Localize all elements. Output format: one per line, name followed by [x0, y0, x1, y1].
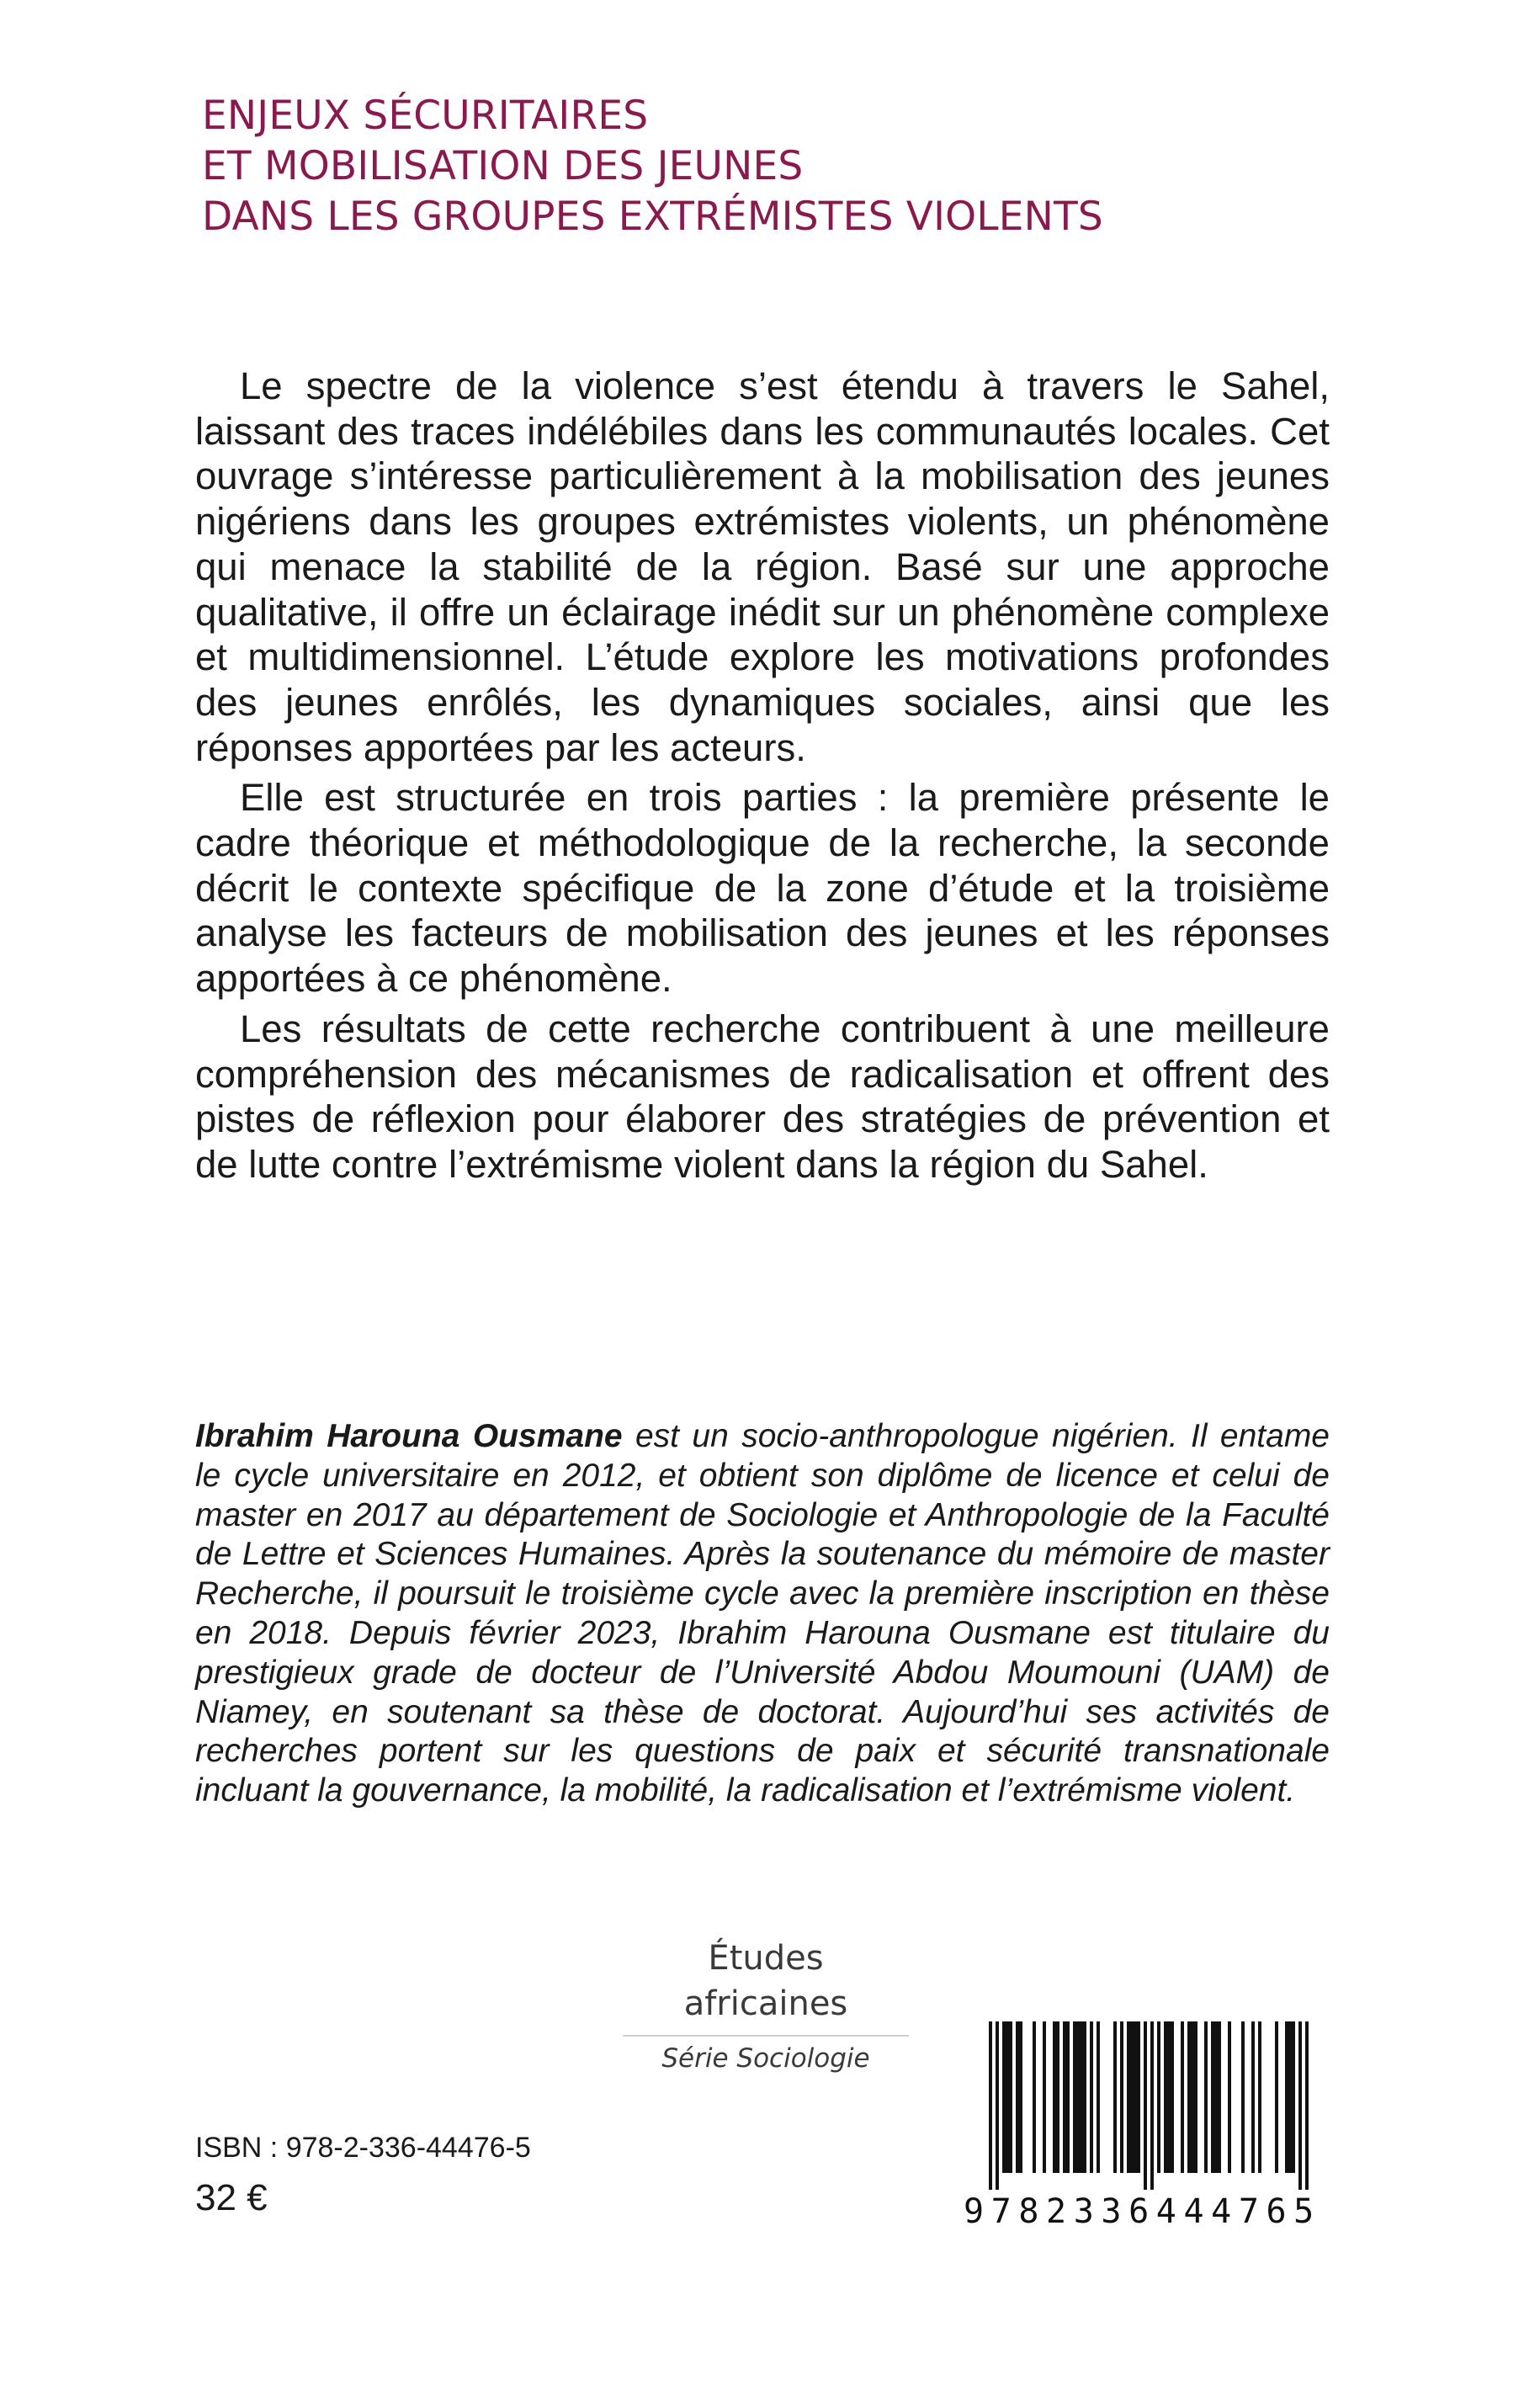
title-line: ENJEUX SÉCURITAIRES	[202, 93, 649, 139]
synopsis-paragraph: Le spectre de la violence s’est étendu à travers le Sahel, laissant des traces indélébiles dans les communautés locales. Cet ouvrage s’intéresse particulièrement à la mobilisation des jeunes nigériens dans les groupes extrémistes violents, un phénomène qui menace la stabilité de la région. Basé sur une approche qualitative, il offre un éclairage inédit sur un phénomène complexe et multidimensionnel. L’étude explore les motivations profondes des jeunes enrôlés, les dynamiques sociales, ainsi que les réponses apportées par les acteurs.	[195, 364, 1330, 769]
barcode-bar	[1292, 2021, 1295, 2173]
barcode-bar	[1006, 2021, 1009, 2173]
barcode-bar	[1204, 2021, 1208, 2173]
barcode-bar	[1083, 2021, 1086, 2173]
book-title	[202, 91, 1380, 242]
synopsis-paragraph: Elle est structurée en trois parties : la première présente le cadre théorique et méthodologique de la recherche, la seconde décrit le contexte spécifique de la zone d’étude et la troisième analyse les facteurs de mobilisation des jeunes et les réponses apportées à ce phénomène.	[195, 776, 1330, 1001]
barcode-bar	[1167, 2021, 1171, 2173]
barcode-bar	[1187, 2021, 1191, 2173]
synopsis-paragraph: Les résultats de cette recherche contribuent à une meilleure compréhension des mécanismes de radicalisation et offrent des pistes de réflexion pour élaborer des stratégies de prévention et de lutte contre l’extrémisme violent dans la région du Sahel.	[195, 1007, 1330, 1186]
barcode-bar	[1144, 2021, 1147, 2190]
collection-logo	[623, 1936, 909, 2079]
barcode-bar	[1043, 2021, 1046, 2173]
barcode-bars	[964, 2021, 1336, 2190]
barcode-bar	[1194, 2021, 1197, 2173]
barcode-bar	[1251, 2021, 1255, 2173]
barcode-bar	[1298, 2021, 1302, 2190]
barcode-bar	[1113, 2021, 1117, 2173]
title-line: DANS LES GROUPES EXTRÉMISTES VIOLENTS	[202, 194, 1103, 240]
barcode-bar	[1258, 2021, 1261, 2173]
collection-series: Série Sociologie	[661, 2043, 870, 2074]
barcode-bar	[1130, 2021, 1134, 2173]
barcode-bar	[1016, 2021, 1019, 2173]
barcode-bar	[1157, 2021, 1160, 2173]
barcode-bar	[1066, 2021, 1070, 2173]
author-name: Ibrahim Harouna Ousmane	[195, 1418, 623, 1454]
barcode-bar	[1241, 2021, 1245, 2173]
barcode-bar	[1218, 2021, 1221, 2173]
barcode-bar	[1137, 2021, 1140, 2173]
author-bio	[195, 1417, 1330, 1811]
barcode-bar	[1120, 2021, 1123, 2173]
barcode-bar	[1214, 2021, 1218, 2173]
barcode-bar	[1002, 2021, 1006, 2173]
barcode-bar	[1063, 2021, 1066, 2173]
title-line: ET MOBILISATION DES JEUNES	[202, 143, 804, 189]
price: 32 €	[195, 2177, 268, 2218]
barcode-bar	[1127, 2021, 1130, 2173]
barcode-bar	[1171, 2021, 1174, 2173]
barcode-bar	[1134, 2021, 1137, 2173]
isbn: ISBN : 978-2-336-44476-5	[195, 2132, 531, 2164]
barcode-bar	[1056, 2021, 1059, 2173]
barcode-bar	[989, 2021, 992, 2190]
barcode-bar	[1181, 2021, 1184, 2173]
barcode-bar	[1053, 2021, 1056, 2173]
barcode-bar	[1150, 2021, 1154, 2190]
barcode-digits: 9782336444765	[964, 2192, 1321, 2231]
barcode-bar	[1164, 2021, 1167, 2173]
barcode-bar	[1191, 2021, 1194, 2173]
barcode-bar	[1019, 2021, 1022, 2173]
barcode-bar	[1211, 2021, 1214, 2173]
barcode-bar	[996, 2021, 999, 2190]
barcode-bar	[1288, 2021, 1292, 2173]
barcode-bar	[1228, 2021, 1231, 2173]
barcode-bar	[1275, 2021, 1278, 2173]
barcode-bar	[1033, 2021, 1036, 2173]
barcode-bar	[1090, 2021, 1093, 2173]
barcode-bar	[1097, 2021, 1100, 2173]
author-bio-text: est un socio-anthropologue nigérien. Il entame le cycle universitaire en 2012, et obtient son diplôme de licence et celui de master en 2017 au département de Sociologie et Anthropologie de la Faculté de Lettre et Sciences Humaines. Après la soutenance du mémoire de master Recherche, il poursuit le troisième cycle avec la première inscription en thèse en 2018. Depuis février 2023, Ibrahim Harouna Ousmane est titulaire du prestigieux grade de docteur de l’Université Abdou Moumouni (UAM) de Niamey, en soutenant sa thèse de doctorat. Aujourd’hui ses activités de recherches portent sur les questions de paix et sécurité transnationale incluant la gouvernance, la mobilité, la radicalisation et l’extrémisme violent.	[195, 1418, 1330, 1809]
barcode-bar	[1285, 2021, 1288, 2173]
barcode-bar	[1009, 2021, 1012, 2173]
barcode-bar	[1076, 2021, 1080, 2173]
barcode-bar	[1080, 2021, 1083, 2173]
barcode-bar	[1073, 2021, 1076, 2173]
synopsis	[195, 364, 1330, 1192]
barcode-bar	[1305, 2021, 1309, 2190]
collection-name: Études africaines	[623, 1936, 909, 2037]
